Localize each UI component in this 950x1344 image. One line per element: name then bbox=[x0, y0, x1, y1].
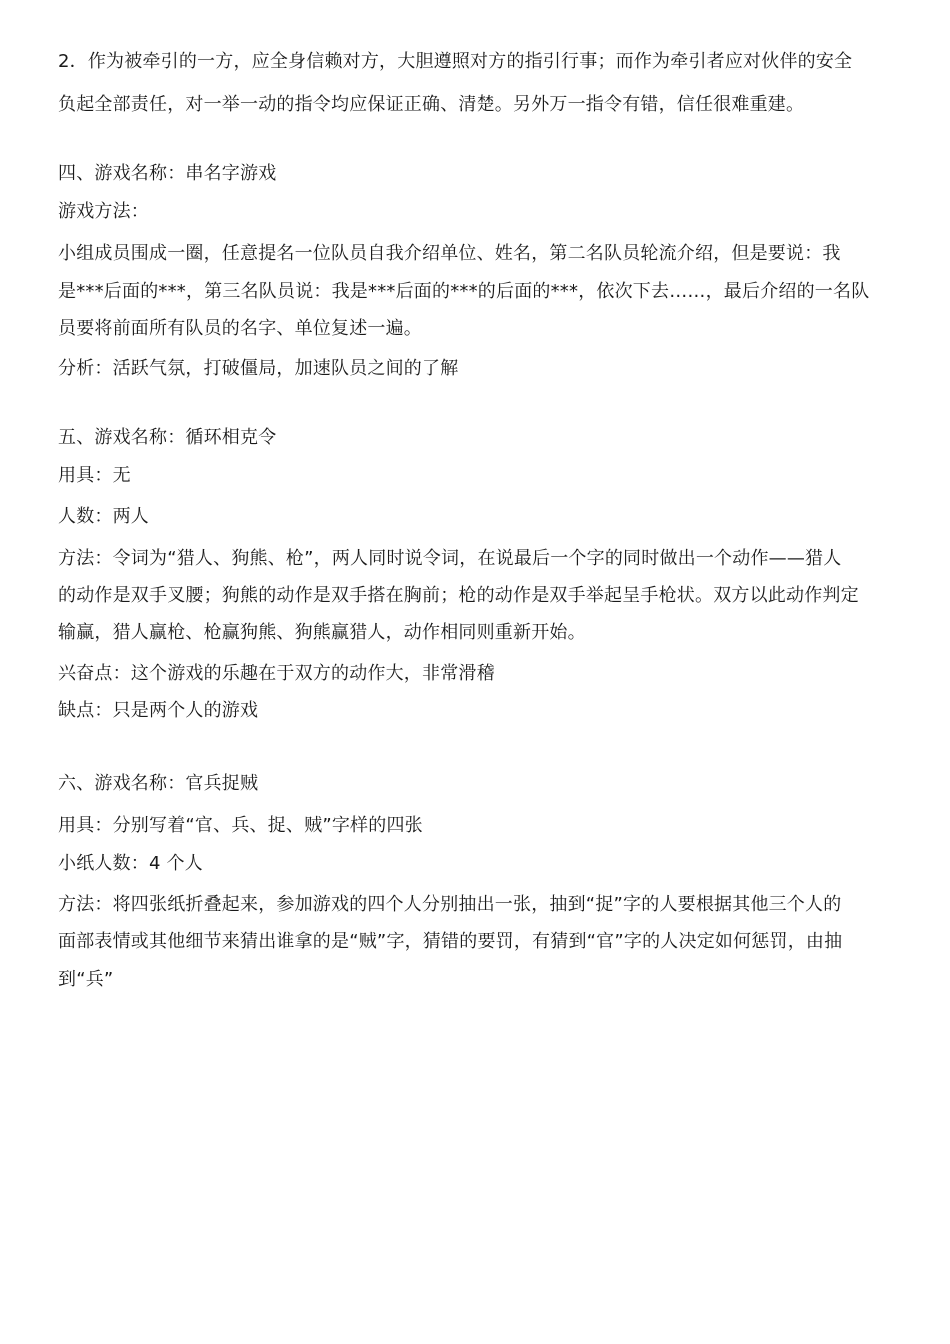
game-4-method-line-1: 小组成员围成一圈，任意提名一位队员自我介绍单位、姓名，第二名队员轮流介绍，但是要说：我 bbox=[58, 243, 841, 264]
game-6-players: 小纸人数：4 个人 bbox=[58, 853, 203, 874]
game-5-method-line-2: 的动作是双手叉腰；狗熊的动作是双手搭在胸前；枪的动作是双手举起呈手枪状。双方以此动作判定 bbox=[58, 585, 859, 606]
game-6-method-line-2: 面部表情或其他细节来猜出谁拿的是“贼”字，猜错的要罚，有猜到“官”字的人决定如何惩罚，由抽 bbox=[58, 931, 843, 952]
section-heading-game-4: 四、游戏名称：串名字游戏 bbox=[58, 163, 277, 184]
section-heading-game-6: 六、游戏名称：官兵捉贼 bbox=[58, 773, 259, 794]
game-4-analysis: 分析：活跃气氛，打破僵局，加速队员之间的了解 bbox=[58, 358, 459, 379]
game-5-method-line-1: 方法：令词为“猎人、狗熊、枪”，两人同时说令词，在说最后一个字的同时做出一个动作——猎人 bbox=[58, 548, 842, 569]
section-heading-game-5: 五、游戏名称：循环相克令 bbox=[58, 427, 277, 448]
game-5-players: 人数：两人 bbox=[58, 506, 149, 527]
game-5-equipment: 用具：无 bbox=[58, 465, 131, 486]
game-6-equipment: 用具：分别写着“官、兵、捉、贼”字样的四张 bbox=[58, 815, 423, 836]
game-5-highlight: 兴奋点：这个游戏的乐趣在于双方的动作大，非常滑稽 bbox=[58, 663, 495, 684]
game-6-method-line-3: 到“兵” bbox=[58, 969, 114, 990]
game-4-method-label: 游戏方法： bbox=[58, 201, 149, 222]
paragraph-trust-line-2: 负起全部责任，对一举一动的指令均应保证正确、清楚。另外万一指令有错，信任很难重建。 bbox=[58, 94, 805, 115]
game-4-method-line-2: 是***后面的***，第三名队员说：我是***后面的***的后面的***，依次下去……，最后介绍的一名队 bbox=[58, 281, 870, 302]
paragraph-trust-line-1: 2．作为被牵引的一方，应全身信赖对方，大胆遵照对方的指引行事；而作为牵引者应对伙伴的安全 bbox=[58, 51, 853, 72]
game-5-method-line-3: 输赢，猎人赢枪、枪赢狗熊、狗熊赢猎人，动作相同则重新开始。 bbox=[58, 622, 586, 643]
game-5-drawback: 缺点：只是两个人的游戏 bbox=[58, 700, 259, 721]
game-6-method-line-1: 方法：将四张纸折叠起来，参加游戏的四个人分别抽出一张，抽到“捉”字的人要根据其他三个人的 bbox=[58, 894, 842, 915]
game-4-method-line-3: 员要将前面所有队员的名字、单位复述一遍。 bbox=[58, 318, 422, 339]
